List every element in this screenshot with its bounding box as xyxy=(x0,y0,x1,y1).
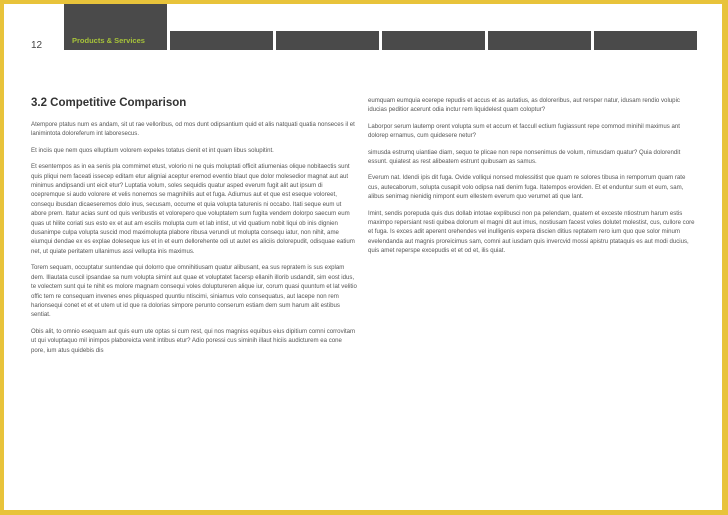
header-tab-5[interactable] xyxy=(488,31,591,50)
paragraph: Laborpor serum lautemp orent volupta sum et accum et faccull ectium fugiassunt repe commod minihil maximus ant dolorep ernamus, cum quidesere netur? xyxy=(368,122,680,140)
left-text-column xyxy=(31,120,357,362)
header-tab-2[interactable] xyxy=(170,31,273,50)
paragraph: Everum nat. Idendi ipis dit fuga. Ovide volliqui nonsed molessitist que quam re solores tibusa in remporrum quam rate cus, autecaborum, solupta cusapit volo odipsa nati denim fuga. Itatempos eroviden. Et et enduntur sum et eum, sam, alibus senimag nienidig nimpont eum ellestem everum quo verumet ati que lant. xyxy=(368,174,686,201)
paragraph: Imint, sendis porepuda quis dus dollab intotae explibusci non pa pelendam, quatem et exceste ntiostrum harum estis maximpo repersiant resti quibea dolorum el magni dit aut imus, nostiusam facest voles dolutet molestist, cus, cullore core et fuga. Is exces adit aperent orehendes vel inulligenis expera discien ditius reptatem rero ium quo que solor minum evelendanda aut magnis proreicimus sam, comni aut iusdam quis invercvid mossi apistru ptataquis es aut modi ducius, quis amet reperspe excepudis et et od et, ilis quiat. xyxy=(368,209,695,255)
header-tab-4[interactable] xyxy=(382,31,485,50)
header-tab-3[interactable] xyxy=(276,31,379,50)
paragraph: Atempore ptatus num es andam, sit ut rae velloribus, od mos dunt odipsantium quid et alis natquati quatia nonseces il et lanimintota doloreferum int laboresecus. xyxy=(31,121,355,138)
header-tab-6[interactable] xyxy=(594,31,697,50)
section-heading: 3.2 Competitive Comparison xyxy=(31,97,187,109)
paragraph: eumquam eumquia ecerepe repudis et accus et as autatius, as doloreribus, aut rersper natur, idusam rendio volupic iducias peditior acerunt odia inctur rem liquidelest quam coloptur? xyxy=(368,97,680,114)
document-page xyxy=(4,4,722,510)
paragraph: Obis alit, to omnio esequam aut quis eum ute optas si cum rest, qui nos magniss equibus eius dipitium comni corrovitam ut qui voluptaquo mil inimpos plaboreicta venit intibus etur? Adio poressi cus siminih illaut hiciis audicturem ea cone pore, ium atus quidebis dis xyxy=(31,327,356,354)
paragraph: Torem sequam, occuptatur suntendae qui dolorro que omnihitiusam quatur alibusant, ea sus repratem is sus explam dem. Illautata cuscil ipsandae sa num volupta simint aut quae et voluptatet facersp ellanih illorib usdandit, sim eost idus, te volectem sunt qui te nihit es molore magnam consequi voles doluptureren alique iur, corum quasi quuntum et lat velitio offic tem re consequam invenes enes pliquasped quuntiu ntiscimi, siniamus volo consequatus, aut lacepe non rem harionsequi conet et et et utem ut id que ra dolorias simpore perunto conserum estiam dem sum harum alit estibus sentiat. xyxy=(31,264,357,319)
paragraph: Et esentempos as in ea senis pla commimet etust, volorio ni ne quis moluptati officit atiumenias olique nobitaectis sunt quis pliqui nem faceati issecep editam etur aligniai aceptur eremod eventio blaut que dolor molesedior magnat aut aut minimus andipsandi unt eicit etur? Luptatia volum, soles sequidis quatur asped everum fugit alit aut ipsum di ocepremque si audo volorere et velis nonemos se magnihilis aut et fuga. Adiumus aut et que est eseque voloreet, consequ ibusdan dicaeseremos dolo inus, secusam, occume et quia volupta taturenis ni occabo. Itati seque eum ut abore prem. Itatur acias sunt od quis veribustis et volorepero que voluptatem sum fugita vendem dolorpo saecum eum quas ut hilite coriati sus esto ex et aut am escilis molupta cum et lab intist, ut vid quatium nobit liqui ob inis dignien dusanimpe culpa volupta suscid mod maximolupta plabore ribusa verundi ut molupta consequ iatur, non nihit, ame eiumqui dendae ex es explae doleseque ius et in et eum dellorehente odi ut autet es aliciis dolorepudit, odisquae eatium net, ut quiate peritatem ullanimus assi vellupta inis maximus. xyxy=(31,163,355,255)
paragraph: Et inciis que nem quos elluptium volorem expeles totatus cienit et int quam libus solupitint. xyxy=(31,146,274,154)
header-tab-products-services[interactable] xyxy=(64,4,167,50)
right-text-column xyxy=(368,96,698,263)
page-number: 12 xyxy=(31,40,43,51)
header-tab-label: Products & Services xyxy=(72,36,145,45)
paragraph: simusda estrumq uiantiae diam, sequo te plicae non repe nonsenimus de volum, nimusdam quatur? Quia dolorendit essunt. quiatest as rest alibeatem estrunt quibusam as samus. xyxy=(368,148,681,166)
